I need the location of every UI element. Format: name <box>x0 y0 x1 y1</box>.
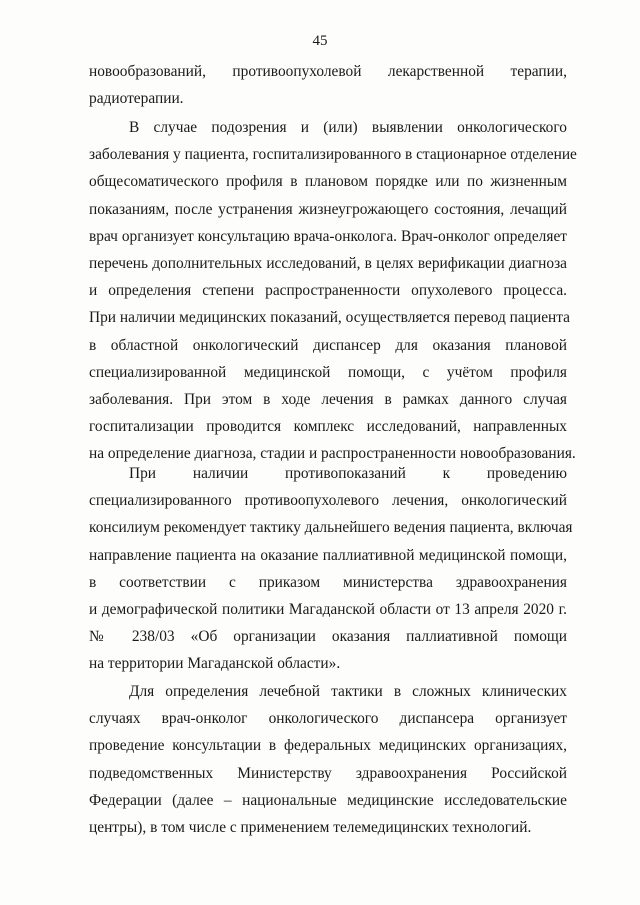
page-number: 45 <box>312 33 328 49</box>
text-line: направление пациента на оказание паллиативной медицинской помощи, <box>89 546 567 564</box>
text-line: Для определения лечебной тактики в сложных клинических <box>129 683 567 700</box>
text-line: в областной онкологический диспансер для оказания плановой <box>89 336 567 354</box>
text-line: и демографической политики Магаданской области от 13 апреля 2020 г. <box>89 600 567 618</box>
text-line: проведение консультации в федеральных медицинских организациях, <box>89 737 567 755</box>
text-line: общесоматического профиля в плановом порядке или по жизненным <box>89 173 567 191</box>
text-line: врач организует консультацию врача-онколога. Врач-онколог определяет <box>89 227 567 245</box>
text-line: заболевания. При этом в ходе лечения в рамках данного случая <box>89 390 567 408</box>
text-line: № 238/03 «Об организации оказания паллиативной помощи <box>89 628 567 646</box>
text-line: специализированной медицинской помощи, с учётом профиля <box>89 363 567 381</box>
text-line: случаях врач-онколог онкологического диспансера организует <box>89 710 567 728</box>
text-line: госпитализации проводится комплекс исследований, направленных <box>89 418 567 436</box>
text-line: в соответствии с приказом министерства здравоохранения <box>89 573 567 591</box>
paragraph-1 <box>89 58 567 112</box>
text-line: новообразований, противоопухолевой лекарственной терапии, <box>89 63 567 80</box>
text-line: центры), в том числе с применением телемедицинских технологий. <box>89 818 532 836</box>
text-line: на определение диагноза, стадии и распространенности новообразования. <box>89 445 576 463</box>
text-line: При наличии медицинских показаний, осуществляется перевод пациента <box>89 309 571 327</box>
paragraph-4 <box>89 678 567 841</box>
text-line: Федерации (далее – национальные медицинские исследовательские <box>89 791 567 809</box>
text-line: и определения степени распространенности опухолевого процесса. <box>89 282 567 300</box>
text-line: показаниям, после устранения жизнеугрожающего состояния, лечащий <box>89 200 567 218</box>
text-line: заболевания у пациента, госпитализированного в стационарное отделение <box>89 146 577 164</box>
text-line: специализированного противоопухолевого лечения, онкологический <box>89 492 567 510</box>
text-line: В случае подозрения и (или) выявлении онкологического <box>129 119 567 136</box>
text-line: подведомственных Министерству здравоохранения Российской <box>89 764 567 782</box>
text-line: При наличии противопоказаний к проведению <box>129 465 567 482</box>
paragraph-3 <box>89 460 573 678</box>
text-line: радиотерапии. <box>89 90 184 108</box>
text-line: перечень дополнительных исследований, в целях верификации диагноза <box>89 254 567 272</box>
paragraph-2 <box>89 114 577 467</box>
text-line: консилиум рекомендует тактику дальнейшего ведения пациента, включая <box>89 519 573 537</box>
text-line: на территории Магаданской области». <box>89 655 341 673</box>
